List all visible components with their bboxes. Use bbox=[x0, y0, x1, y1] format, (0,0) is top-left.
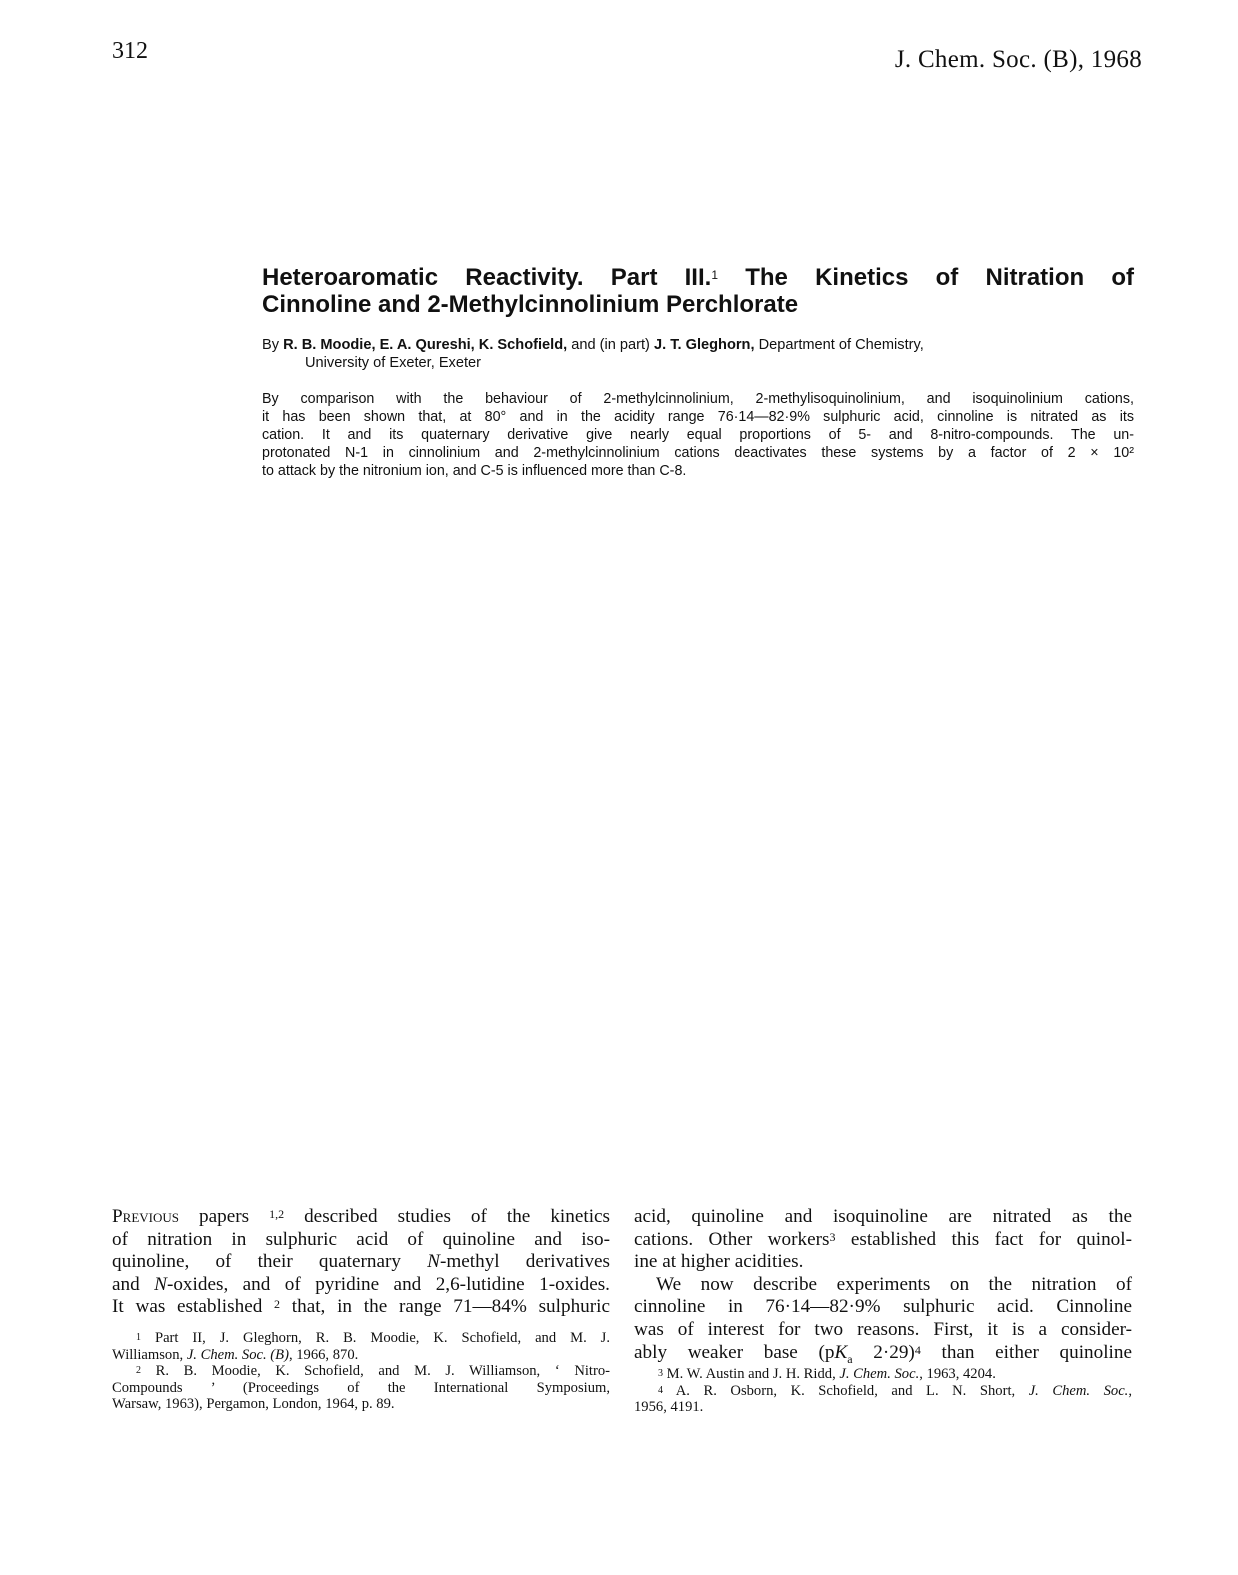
body-line: ably weaker base ($pK_a$ 2·29)$^4$ than either quinoline bbox=[634, 1341, 1132, 1366]
journal-header: J. Chem. Soc. (B), 1968 bbox=[894, 46, 1142, 73]
abstract-line: protonated N-1 in cinnolinium and 2-methylcinnolinium cations deactivates these systems by a factor of 2 × 10² bbox=[262, 445, 1134, 461]
footnote-4-cont: 1956, 4191. bbox=[634, 1399, 704, 1415]
footnote-2-cont: Warsaw, 1963), Pergamon, London, 1964, p. 89. bbox=[112, 1396, 395, 1412]
title-line-2: Cinnoline and 2-Methylcinnolinium Perchlorate bbox=[262, 291, 799, 318]
page-number: 312 bbox=[112, 38, 148, 64]
body-line: We now describe experiments on the nitration of bbox=[656, 1273, 1132, 1295]
abstract bbox=[262, 390, 1134, 480]
affiliation: Department of Chemistry, bbox=[754, 337, 924, 353]
footnote-1: $^1$ Part II, J. Gleghorn, R. B. Moodie, K. Schofield, and M. J. bbox=[136, 1330, 610, 1346]
body-line: and N-oxides, and of pyridine and 2,6-lutidine 1-oxides. bbox=[112, 1273, 610, 1295]
title-footnote-ref: 1 bbox=[711, 268, 718, 282]
abstract-line: to attack by the nitronium ion, and C-5 is influenced more than C-8. bbox=[262, 463, 687, 479]
body-line: quinoline, of their quaternary N-methyl derivatives bbox=[112, 1251, 610, 1273]
footnotes-left bbox=[112, 1330, 610, 1413]
abstract-line: By comparison with the behaviour of 2-methylcinnolinium, 2-methylisoquinolinium, and isoquinolinium cations, bbox=[262, 391, 1134, 407]
footnotes-right bbox=[634, 1366, 1132, 1416]
abstract-line: cation. It and its quaternary derivative give nearly equal proportions of 5- and 8-nitro-compounds. The un- bbox=[262, 427, 1134, 443]
byline: By R. B. Moodie, E. A. Qureshi, K. Schofield, and (in part) J. T. Gleghorn, Department of Chemistry, University of Exeter, Exeter bbox=[262, 336, 1134, 372]
body-line: was of interest for two reasons. First, it is a consider- bbox=[634, 1318, 1132, 1340]
body-line: Previous papers $^{1,2}$ described studies of the kinetics bbox=[112, 1206, 611, 1227]
body-column-right bbox=[634, 1206, 1132, 1370]
footnote-2: $^2$ R. B. Moodie, K. Schofield, and M. J. Williamson, ‘ Nitro- bbox=[136, 1363, 610, 1379]
body-line: It was established $^2$ that, in the range 71—84% sulphuric bbox=[112, 1296, 610, 1318]
title-line-1: Heteroaromatic Reactivity. Part III.$^1$ The Kinetics of Nitration of bbox=[262, 264, 1135, 291]
article-title bbox=[262, 264, 1134, 318]
author-partial: J. T. Gleghorn, bbox=[653, 337, 755, 353]
body-line: ine at higher acidities. bbox=[634, 1251, 804, 1273]
body-line: acid, quinoline and isoquinoline are nitrated as the bbox=[634, 1206, 1132, 1227]
authors: R. B. Moodie, E. A. Qureshi, K. Schofield, bbox=[283, 337, 568, 353]
body-column-left bbox=[112, 1206, 610, 1319]
footnote-1-cont: Williamson, J. Chem. Soc. (B), 1966, 870. bbox=[112, 1346, 359, 1363]
abstract-line: it has been shown that, at 80° and in the acidity range 76·14—82·9% sulphuric acid, cinnoline is nitrated as its bbox=[262, 409, 1134, 425]
affiliation-line-2: University of Exeter, Exeter bbox=[305, 355, 482, 371]
body-line: cations. Other workers$^3$ established this fact for quinol- bbox=[634, 1228, 1132, 1250]
footnote-2-cont: Compounds ’ (Proceedings of the International Symposium, bbox=[112, 1379, 610, 1396]
body-line: cinnoline in 76·14—82·9% sulphuric acid. Cinnoline bbox=[634, 1296, 1132, 1318]
footnote-3: $^3$ M. W. Austin and J. H. Ridd, J. Chem. Soc., 1963, 4204. bbox=[658, 1366, 996, 1382]
body-line: of nitration in sulphuric acid of quinoline and iso- bbox=[112, 1228, 610, 1250]
footnote-4: $^4$ A. R. Osborn, K. Schofield, and L. N. Short, J. Chem. Soc., bbox=[658, 1382, 1132, 1399]
